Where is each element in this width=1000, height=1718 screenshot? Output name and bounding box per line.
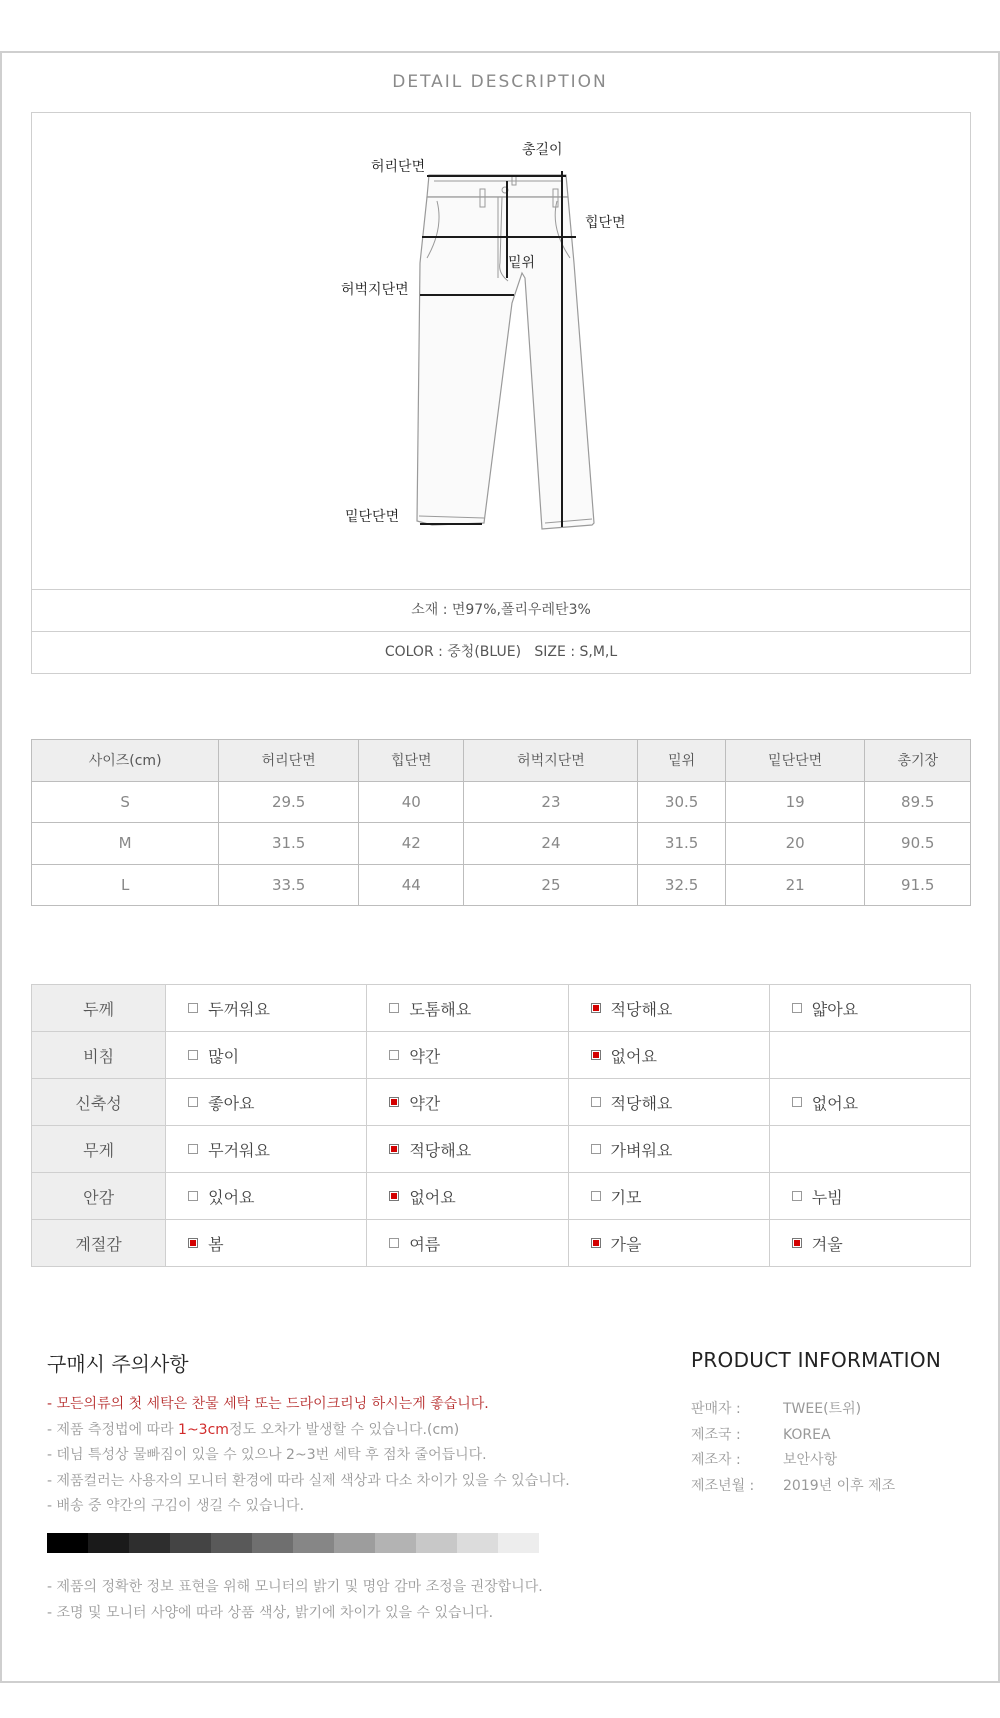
checkbox-icon xyxy=(188,1191,198,1201)
attribute-row-stretch xyxy=(32,1079,971,1126)
table-cell: 33.5 xyxy=(219,864,359,906)
gradient-swatch xyxy=(498,1533,539,1553)
attribute-option xyxy=(367,1126,568,1173)
header-cell: 힙단면 xyxy=(359,740,464,782)
attribute-row-thickness xyxy=(32,985,971,1032)
gradient-swatch xyxy=(170,1533,211,1553)
label-total-length: 총길이 xyxy=(522,142,563,158)
table-cell: 30.5 xyxy=(638,781,725,823)
caution-list xyxy=(47,1392,570,1520)
list-item: - 조명 및 모니터 사양에 따라 상품 색상, 밝기에 차이가 있을 수 있습니다. xyxy=(47,1604,494,1621)
label-rise: 밑위 xyxy=(508,255,536,271)
option-label: 가벼워요 xyxy=(610,1140,673,1160)
attribute-row-season xyxy=(32,1220,971,1267)
info-key: 제조자 : xyxy=(691,1452,741,1468)
checked-box-icon xyxy=(591,1050,601,1060)
attribute-row-lining xyxy=(32,1173,971,1220)
table-cell: 24 xyxy=(464,823,638,865)
attribute-option xyxy=(568,1220,769,1267)
attribute-option xyxy=(166,985,367,1032)
list-item: - 데님 특성상 물빠짐이 있을 수 있으나 2~3번 세탁 후 점차 줄어듭니다. xyxy=(47,1447,487,1463)
table-cell: 21 xyxy=(725,864,865,906)
option-label: 좋아요 xyxy=(208,1093,255,1113)
info-key: 제조국 : xyxy=(691,1426,741,1443)
attribute-category: 계절감 xyxy=(32,1220,166,1267)
table-cell: 29.5 xyxy=(219,781,359,823)
gradient-swatch xyxy=(129,1533,170,1553)
table-cell: 40 xyxy=(359,781,464,823)
attribute-category: 두께 xyxy=(32,985,166,1032)
option-label: 없어요 xyxy=(610,1046,657,1066)
label-hip: 힙단면 xyxy=(585,215,626,231)
table-cell: 44 xyxy=(359,864,464,906)
option-label: 적당해요 xyxy=(610,1093,673,1113)
checkbox-icon xyxy=(792,1097,802,1107)
table-cell: 19 xyxy=(725,781,865,823)
attribute-option xyxy=(769,1173,970,1220)
checked-box-icon xyxy=(591,1238,601,1248)
section-title: DETAIL DESCRIPTION xyxy=(392,72,608,92)
table-cell: S xyxy=(32,781,219,823)
checkbox-icon xyxy=(389,1003,399,1013)
checked-box-icon xyxy=(389,1144,399,1154)
product-info-row xyxy=(691,1397,895,1423)
header-cell: 허벅지단면 xyxy=(464,740,638,782)
info-value: 2019년 이후 제조 xyxy=(783,1477,896,1494)
gradient-swatch xyxy=(375,1533,416,1553)
attribute-row-sheerness xyxy=(32,1032,971,1079)
checkbox-icon xyxy=(591,1144,601,1154)
attribute-option xyxy=(166,1032,367,1079)
table-cell: L xyxy=(32,864,219,906)
gradient-swatch xyxy=(293,1533,334,1553)
attribute-option xyxy=(166,1079,367,1126)
option-label: 도톰해요 xyxy=(409,999,472,1019)
table-cell: 20 xyxy=(725,823,865,865)
checkbox-icon xyxy=(188,1050,198,1060)
label-hem: 밑단단면 xyxy=(345,509,400,525)
attribute-category: 비침 xyxy=(32,1032,166,1079)
attribute-option xyxy=(568,1126,769,1173)
table-cell: 32.5 xyxy=(638,864,725,906)
option-label: 많이 xyxy=(208,1046,240,1066)
measure-suffix: 정도 오차가 발생할 수 있습니다.(cm) xyxy=(228,1421,460,1438)
gradient-swatch xyxy=(252,1533,293,1553)
attribute-category: 신축성 xyxy=(32,1079,166,1126)
option-label: 적당해요 xyxy=(409,1140,472,1160)
attribute-category: 안감 xyxy=(32,1173,166,1220)
product-info-row xyxy=(691,1423,895,1449)
attribute-option xyxy=(568,1032,769,1079)
attribute-row-weight xyxy=(32,1126,971,1173)
attribute-option xyxy=(769,985,970,1032)
list-item: - 제품컬러는 사용자의 모니터 환경에 따라 실제 색상과 다소 차이가 있을 수 있습니다. xyxy=(47,1472,570,1489)
attribute-option xyxy=(367,1220,568,1267)
info-value: KOREA xyxy=(783,1426,831,1443)
attribute-option xyxy=(769,1079,970,1126)
header-cell: 사이즈(cm) xyxy=(32,740,219,782)
table-cell: 31.5 xyxy=(638,823,725,865)
checkbox-icon xyxy=(389,1238,399,1248)
checkbox-icon xyxy=(389,1050,399,1060)
list-item xyxy=(47,1418,570,1444)
gradient-swatch xyxy=(334,1533,375,1553)
option-label: 무거워요 xyxy=(208,1140,270,1160)
header-cell: 허리단면 xyxy=(219,740,359,782)
table-cell: M xyxy=(32,823,219,865)
material-row: 소재 : 면97%,폴리우레탄3% xyxy=(31,589,971,632)
brightness-gradient-bar xyxy=(47,1533,539,1553)
monitor-notes xyxy=(47,1575,543,1626)
option-label: 두꺼워요 xyxy=(208,999,270,1019)
gradient-swatch xyxy=(211,1533,252,1553)
checkbox-icon xyxy=(792,1003,802,1013)
option-label: 약간 xyxy=(409,1046,441,1066)
attribute-option xyxy=(166,1126,367,1173)
table-cell: 25 xyxy=(464,864,638,906)
option-label: 가을 xyxy=(610,1234,642,1254)
attribute-option-empty xyxy=(769,1126,970,1173)
attribute-option xyxy=(568,1079,769,1126)
attribute-option xyxy=(166,1173,367,1220)
option-label: 없어요 xyxy=(409,1187,456,1207)
attribute-option xyxy=(367,1173,568,1220)
caution-title: 구매시 주의사항 xyxy=(47,1352,189,1376)
option-label: 겨울 xyxy=(811,1234,843,1254)
attribute-category: 무게 xyxy=(32,1126,166,1173)
checked-box-icon xyxy=(792,1238,802,1248)
attribute-option xyxy=(367,985,568,1032)
attribute-option xyxy=(568,1173,769,1220)
color-size-row: COLOR : 중청(BLUE) SIZE : S,M,L xyxy=(31,631,971,674)
option-label: 기모 xyxy=(610,1187,642,1207)
header-cell: 밑단단면 xyxy=(725,740,865,782)
option-label: 있어요 xyxy=(208,1187,255,1207)
list-item: - 배송 중 약간의 구김이 생길 수 있습니다. xyxy=(47,1498,305,1514)
checkbox-icon xyxy=(591,1191,601,1201)
table-cell: 42 xyxy=(359,823,464,865)
info-value: TWEE(트위) xyxy=(783,1401,862,1417)
table-row xyxy=(32,864,971,906)
checkbox-icon xyxy=(591,1097,601,1107)
option-label: 적당해요 xyxy=(610,999,673,1019)
attribute-option-empty xyxy=(769,1032,970,1079)
table-cell: 91.5 xyxy=(865,864,971,906)
product-info-row xyxy=(691,1448,895,1474)
product-info-title: PRODUCT INFORMATION xyxy=(691,1348,942,1372)
checked-box-icon xyxy=(389,1191,399,1201)
size-table xyxy=(31,739,971,906)
gradient-swatch xyxy=(416,1533,457,1553)
info-value: 보안사항 xyxy=(783,1452,838,1468)
option-label: 없어요 xyxy=(811,1093,859,1113)
fabric-attributes-table xyxy=(31,984,971,1267)
option-label: 봄 xyxy=(208,1234,224,1254)
info-key: 판매자 : xyxy=(691,1401,741,1417)
attribute-option xyxy=(367,1032,568,1079)
label-waist: 허리단면 xyxy=(371,159,426,175)
label-thigh: 허벅지단면 xyxy=(341,282,409,298)
attribute-option xyxy=(367,1079,568,1126)
option-label: 약간 xyxy=(409,1093,441,1113)
table-cell: 90.5 xyxy=(865,823,971,865)
table-cell: 89.5 xyxy=(865,781,971,823)
header-cell: 총기장 xyxy=(865,740,971,782)
table-cell: 23 xyxy=(464,781,638,823)
checkbox-icon xyxy=(188,1097,198,1107)
table-cell: 31.5 xyxy=(219,823,359,865)
list-item: - 제품의 정확한 정보 표현을 위해 모니터의 밝기 및 명암 감마 조정을 권장합니다. xyxy=(47,1579,543,1595)
attribute-option xyxy=(568,985,769,1032)
table-row xyxy=(32,781,971,823)
checked-box-icon xyxy=(591,1003,601,1013)
option-label: 얇아요 xyxy=(811,999,859,1019)
size-diagram xyxy=(31,112,971,590)
table-row xyxy=(32,823,971,865)
product-info-row xyxy=(691,1474,895,1500)
checkbox-icon xyxy=(188,1144,198,1154)
attribute-option xyxy=(166,1220,367,1267)
gradient-swatch xyxy=(457,1533,498,1553)
header-cell: 밑위 xyxy=(638,740,725,782)
list-item: - 모든의류의 첫 세탁은 찬물 세탁 또는 드라이크리닝 하시는게 좋습니다. xyxy=(47,1396,489,1412)
info-key: 제조년월 : xyxy=(691,1477,755,1494)
measure-highlight: 1~3cm xyxy=(178,1421,229,1438)
checked-box-icon xyxy=(188,1238,198,1248)
pants-illustration xyxy=(32,113,972,591)
gradient-swatch xyxy=(88,1533,129,1553)
option-label: 누빔 xyxy=(811,1187,843,1207)
option-label: 여름 xyxy=(409,1234,441,1254)
gradient-swatch xyxy=(47,1533,88,1553)
checked-box-icon xyxy=(389,1097,399,1107)
measure-prefix: - 제품 측정법에 따라 xyxy=(47,1421,179,1438)
product-info-list xyxy=(691,1397,895,1499)
attribute-option xyxy=(769,1220,970,1267)
checkbox-icon xyxy=(792,1191,802,1201)
checkbox-icon xyxy=(188,1003,198,1013)
size-table-header xyxy=(32,740,971,782)
